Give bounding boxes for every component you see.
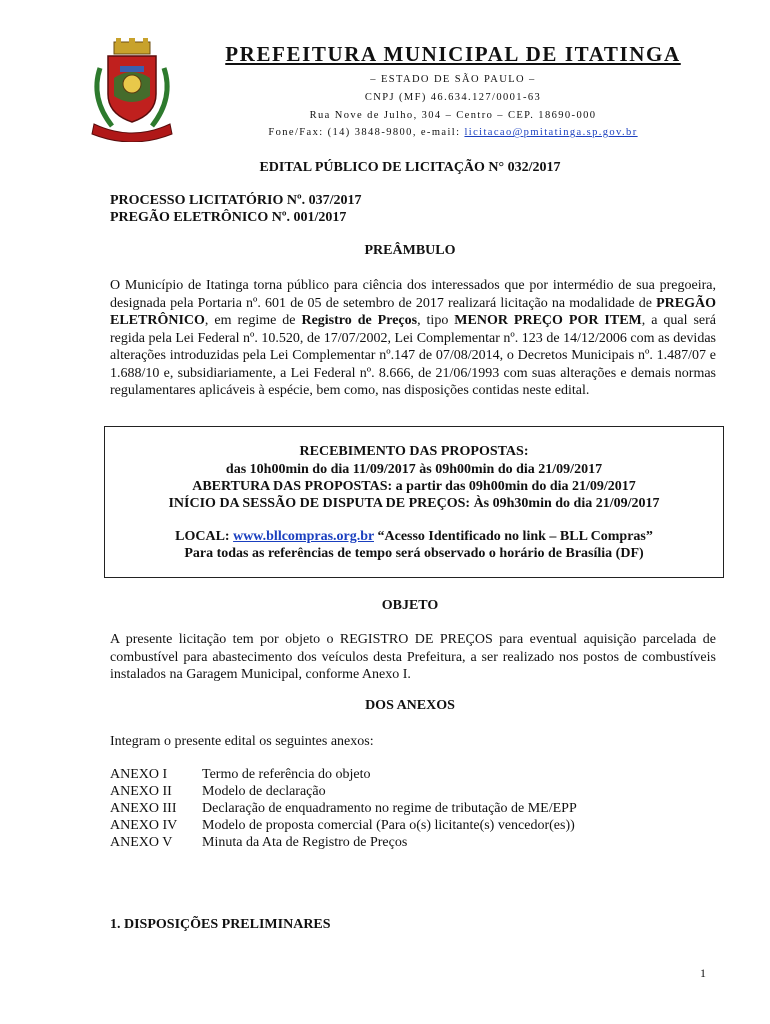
section-1-heading: 1. DISPOSIÇÕES PRELIMINARES xyxy=(110,917,331,932)
annex-description: Declaração de enquadramento no regime de tributação de ME/EPP xyxy=(202,801,577,816)
annex-code: ANEXO IV xyxy=(110,818,178,833)
annex-description: Minuta da Ata de Registro de Preços xyxy=(202,835,408,850)
box-location xyxy=(104,529,724,545)
annex-description: Modelo de proposta comercial (Para o(s) licitante(s) vencedor(es)) xyxy=(202,818,575,833)
box-opening: ABERTURA DAS PROPOSTAS: a partir das 09h00min do dia 21/09/2017 xyxy=(192,479,636,494)
box-location-label: LOCAL: xyxy=(175,529,234,544)
preambulo-heading: PREÂMBULO xyxy=(364,243,456,258)
page-number: 1 xyxy=(700,966,706,980)
box-receipt-period: das 10h00min do dia 11/09/2017 às 09h00min do dia 21/09/2017 xyxy=(225,462,603,477)
municipality-title: PREFEITURA MUNICIPAL DE ITATINGA xyxy=(225,42,681,66)
box-receipt-heading: RECEBIMENTO DAS PROPOSTAS: xyxy=(299,444,529,459)
anexos-intro: Integram o presente edital os seguintes anexos: xyxy=(110,734,374,749)
header-contact-label: Fone/Fax: (14) 3848-9800, e-mail: xyxy=(268,127,465,138)
bll-compras-link[interactable]: www.bllcompras.org.br xyxy=(233,529,374,544)
annex-code: ANEXO III xyxy=(110,801,177,816)
processo-number: PROCESSO LICITATÓRIO Nº. 037/2017 xyxy=(110,193,362,208)
pregao-number: PREGÃO ELETRÔNICO Nº. 001/2017 xyxy=(110,210,347,225)
header-cnpj: CNPJ (MF) 46.634.127/0001-63 xyxy=(364,92,542,103)
preambulo-paragraph: O Município de Itatinga torna público para ciência dos interessados que por intermédio de sua pregoeira, designada pela Portaria nº. 601 de 05 de setembro de 2017 realizará licitação na modalidade de PREGÃO ELETRÔNICO, em regime de Registro de Preços, tipo MENOR PREÇO POR ITEM, a qual será regida pela Lei Federal nº. 10.520, de 17/07/2002, Lei Complementar nº. 123 de 14/12/2006 com as devidas alterações introduzidas pela Lei Complementar nº.147 de 07/08/2014, o Decretos Municipais nº. 1.487/07 e 1.688/10 e, subsidiariamente, a Lei Federal nº. 8.666, de 21/06/1993 com suas alterações e demais normas regulamentares aplicáveis à espécie, bem como, nas disposições contidas neste edital. xyxy=(110,278,716,398)
municipal-crest-icon xyxy=(86,38,178,142)
edital-title: EDITAL PÚBLICO DE LICITAÇÃO N° 032/2017 xyxy=(259,160,561,175)
header-contact xyxy=(198,127,708,138)
annex-description: Termo de referência do objeto xyxy=(202,767,371,782)
header-address: Rua Nove de Julho, 304 – Centro – CEP. 18690-000 xyxy=(309,110,597,121)
annex-code: ANEXO I xyxy=(110,767,168,782)
box-location-note: “Acesso Identificado no link – BLL Compras” xyxy=(374,529,653,544)
box-timezone-note: Para todas as referências de tempo será observado o horário de Brasília (DF) xyxy=(184,546,644,561)
annex-description: Modelo de declaração xyxy=(202,784,326,799)
objeto-heading: OBJETO xyxy=(381,598,439,613)
anexos-heading: DOS ANEXOS xyxy=(365,698,455,713)
objeto-paragraph: A presente licitação tem por objeto o REGISTRO DE PREÇOS para eventual aquisição parcelada de combustível para abastecimento dos veículos desta Prefeitura, a ser realizado nos postos de combustíveis instalados na Garagem Municipal, conforme Anexo I. xyxy=(110,632,716,682)
box-session-start: INÍCIO DA SESSÃO DE DISPUTA DE PREÇOS: Às 09h30min do dia 21/09/2017 xyxy=(168,496,660,511)
email-link[interactable]: licitacao@pmitatinga.sp.gov.br xyxy=(464,127,638,138)
header-state: – ESTADO DE SÃO PAULO – xyxy=(370,74,536,85)
annex-code: ANEXO II xyxy=(110,784,172,799)
annex-code: ANEXO V xyxy=(110,835,173,850)
